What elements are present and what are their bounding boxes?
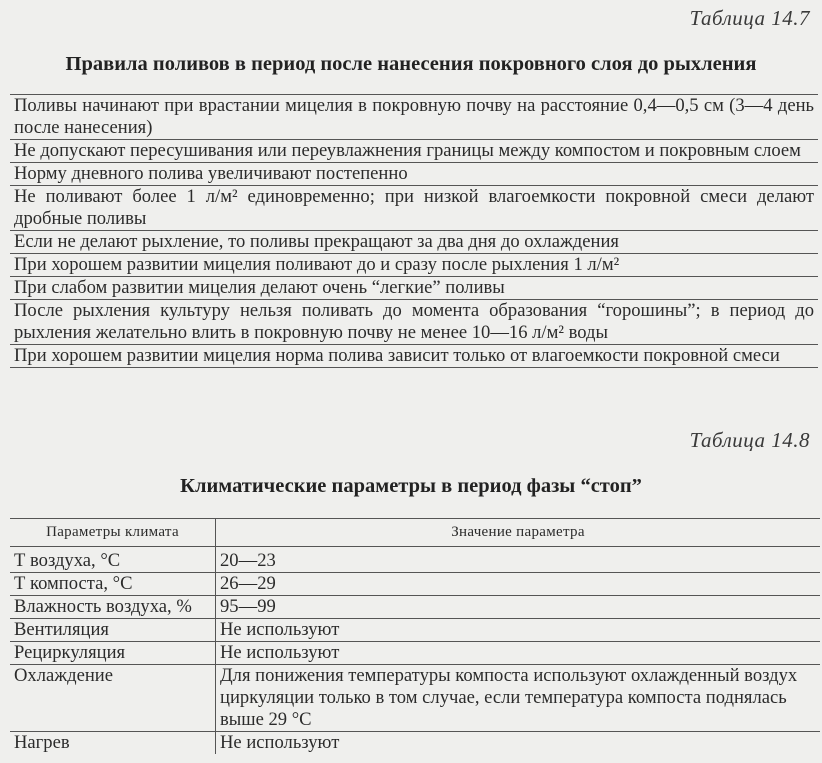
param-name: Вентиляция xyxy=(10,619,216,642)
table-row xyxy=(10,665,820,732)
param-value: Не используют xyxy=(216,642,821,665)
param-name: Охлаждение xyxy=(10,665,216,732)
table1-title: Правила поливов в период после нанесения покровного слоя до рыхления xyxy=(65,53,757,75)
param-value: Не используют xyxy=(216,619,821,642)
climate-table xyxy=(10,518,820,754)
param-name: Т воздуха, °С xyxy=(10,550,216,573)
table2-number: Таблица 14.8 xyxy=(689,428,810,452)
header-parameter: Параметры климата xyxy=(10,519,216,547)
rule-row: Если не делают рыхление, то поливы прекращают за два дня до охлаждения xyxy=(10,231,818,254)
rule-row: При хорошем развитии мицелия поливают до и сразу после рыхления 1 л/м² xyxy=(10,254,818,277)
rule-row: Не допускают пересушивания или переувлажнения границы между компостом и покровным слоем xyxy=(10,140,818,163)
param-value: 20—23 xyxy=(216,550,821,573)
rule-row: Норму дневного полива увеличивают постепенно xyxy=(10,163,818,186)
param-value: 26—29 xyxy=(216,573,821,596)
param-value: Для понижения температуры компоста используют охлажденный воздух циркуляции только в том случае, если температура компоста поднялась выше 29 °С xyxy=(216,665,821,732)
rule-row: При слабом развитии мицелия делают очень “легкие” поливы xyxy=(10,277,818,300)
table-row xyxy=(10,642,820,665)
param-value: Не используют xyxy=(220,732,340,753)
param-name: Нагрев xyxy=(10,732,216,755)
param-value: 95—99 xyxy=(216,596,821,619)
rules-table xyxy=(10,94,818,368)
climate-header-row xyxy=(10,519,820,547)
param-name: Рециркуляция xyxy=(10,642,216,665)
table-row xyxy=(10,573,820,596)
param-name: Т компоста, °С xyxy=(10,573,216,596)
header-value: Значение параметра xyxy=(216,519,821,547)
table2-title: Климатические параметры в период фазы “стоп” xyxy=(180,475,642,497)
rule-row: Поливы начинают при врастании мицелия в покровную почву на расстояние 0,4—0,5 см (3—4 день после нанесения) xyxy=(10,95,818,140)
table-row xyxy=(10,550,820,573)
table-row xyxy=(10,596,820,619)
table-row xyxy=(10,619,820,642)
table-row xyxy=(10,732,820,755)
rule-row: Не поливают более 1 л/м² единовременно; при низкой влагоемкости покровной смеси делают дробные поливы xyxy=(10,186,818,231)
table1-number: Таблица 14.7 xyxy=(689,6,810,30)
param-name: Влажность воздуха, % xyxy=(10,596,216,619)
rule-row: После рыхления культуру нельзя поливать до момента образования “горошины”; в период до рыхления желательно влить в покровную почву не менее 10—16 л/м² воды xyxy=(10,300,818,345)
rule-row: При хорошем развитии мицелия норма полива зависит только от влагоемкости покровной смеси xyxy=(10,345,818,368)
